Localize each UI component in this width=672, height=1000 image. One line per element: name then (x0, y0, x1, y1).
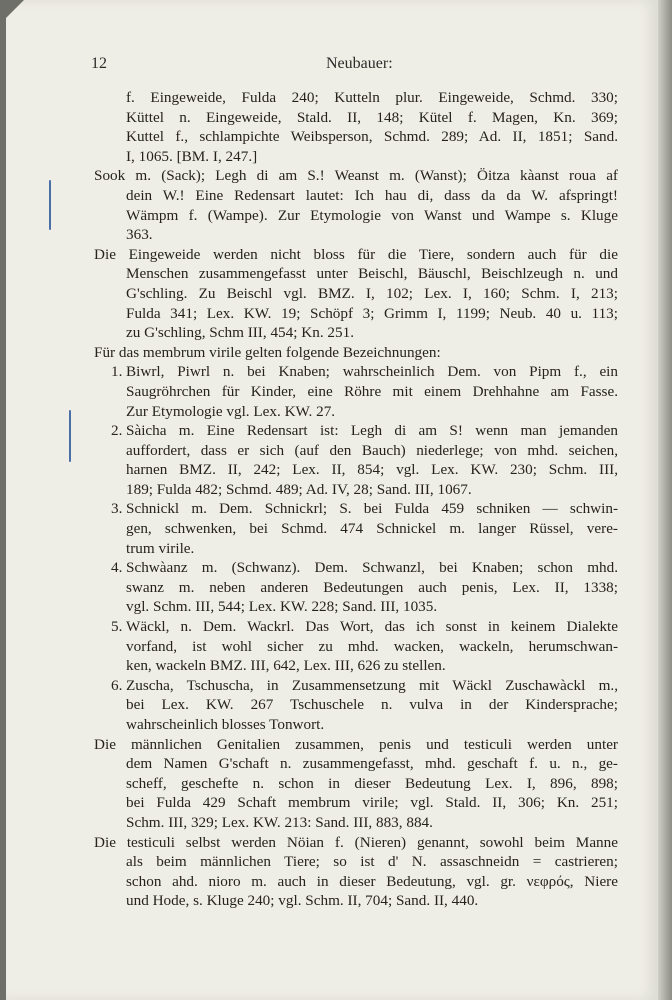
text-line (6, 715, 658, 735)
line-text: 189; Fulda 482; Schmd. 489; Ad. IV, 28; Sand. III, 1067. (126, 480, 472, 498)
line-text: Zur Etymologie vgl. Lex. KW. 27. (126, 402, 336, 420)
item-number: 1. (111, 363, 123, 381)
text-line (6, 617, 658, 637)
text-line (6, 284, 658, 304)
corner-fold (6, 0, 24, 18)
margin-pencil-mark (69, 410, 71, 462)
line-text: ken, wackeln BMZ. III, 642, Lex. III, 626 zu stellen. (126, 657, 446, 675)
line-text: Die männlichen Genitalien zusammen, penis und testiculi werden unter (94, 735, 618, 753)
item-number: 2. (111, 422, 123, 440)
line-text: Für das membrum virile gelten folgende Bezeichnungen: (94, 343, 441, 361)
text-line (6, 695, 658, 715)
line-text: scheff, geschefte n. schon in dieser Bedeutung Lex. I, 896, 898; (126, 774, 618, 792)
text-line (6, 558, 658, 578)
item-number: 4. (111, 559, 123, 577)
text-line (6, 225, 658, 245)
page-header (6, 55, 658, 77)
text-line (6, 108, 658, 128)
line-text: Kuttel f., schlampichte Weibsperson, Schmd. 289; Ad. II, 1851; Sand. (126, 128, 618, 146)
line-text: Schm. III, 329; Lex. KW. 213: Sand. III, 883, 884. (126, 813, 433, 831)
text-line (6, 774, 658, 794)
line-text: Fulda 341; Lex. KW. 19; Schöpf 3; Grimm I, 1199; Neub. 40 u. 113; (126, 304, 618, 322)
line-text: gen, schwenken, bei Schmd. 474 Schnickel m. langer Rüssel, vere- (126, 520, 618, 538)
text-line (6, 637, 658, 657)
text-line (6, 833, 658, 853)
text-line (6, 519, 658, 539)
text-line (6, 88, 658, 108)
text-line (6, 441, 658, 461)
line-text: harnen BMZ. II, 242; Lex. II, 854; vgl. Lex. KW. 230; Schm. III, (126, 461, 618, 479)
line-text: auffordert, dass er sich (auf den Bauch) niederlege; von mhd. seichen, (126, 441, 618, 459)
text-line (6, 656, 658, 676)
line-text: wahrscheinlich blosses Tonwort. (126, 716, 325, 733)
line-text: swanz m. neben anderen Bedeutungen auch penis, Lex. II, 1338; (126, 578, 618, 596)
line-text: als beim männlichen Tiere; so ist d' N. assaschneidn = castrieren; (126, 853, 618, 871)
line-text: G'schling. Zu Beischl vgl. BMZ. I, 102; Lex. I, 160; Schm. I, 213; (126, 284, 618, 302)
line-text: dein W.! Eine Redensart lautet: Ich hau di, dass da da W. afspringt! (126, 186, 618, 204)
book-page (6, 0, 658, 1000)
line-text: vgl. Schm. III, 544; Lex. KW. 228; Sand. III, 1035. (126, 598, 438, 616)
text-line (6, 264, 658, 284)
text-line (6, 793, 658, 813)
item-number: 3. (111, 500, 123, 518)
text-line (6, 891, 658, 911)
text-line (6, 186, 658, 206)
text-line (6, 676, 658, 696)
text-line (6, 578, 658, 598)
line-text: Sàicha m. Eine Redensart ist: Legh di am S! wenn man jemanden (126, 422, 618, 440)
text-line (6, 754, 658, 774)
line-text: zu G'schling, Schm III, 454; Kn. 251. (126, 324, 354, 342)
line-text: Die Eingeweide werden nicht bloss für die Tiere, sondern auch für die (94, 245, 618, 263)
text-line (6, 323, 658, 343)
line-text: Zuscha, Tschuscha, in Zusammensetzung mit Wäckl Zuschawàckl m., (126, 676, 618, 694)
margin-pencil-mark (49, 180, 51, 230)
text-line (6, 735, 658, 755)
text-line (6, 245, 658, 265)
text-line (6, 597, 658, 617)
line-text: Biwrl, Piwrl n. bei Knaben; wahrscheinlich Dem. von Pipm f., ein (126, 363, 618, 381)
text-line (6, 402, 658, 422)
text-line (6, 813, 658, 833)
text-line (6, 206, 658, 226)
line-text: Die testiculi selbst werden Nöian f. (Nieren) genannt, sowohl beim Manne (94, 833, 618, 851)
body-text (6, 88, 658, 911)
text-line (6, 382, 658, 402)
text-line (6, 421, 658, 441)
line-text: bei Fulda 429 Schaft membrum virile; vgl. Stald. II, 306; Kn. 251; (126, 794, 618, 812)
line-text: und Hode, s. Kluge 240; vgl. Schm. II, 704; Sand. II, 440. (126, 892, 479, 910)
line-text: vorfand, ist wohl sicher zu mhd. wacken, wackeln, herumschwan- (126, 637, 618, 655)
text-line (6, 499, 658, 519)
text-line (6, 343, 658, 363)
text-line (6, 147, 658, 167)
line-text: schon ahd. nioro m. auch in dieser Bedeutung, vgl. gr. νεφρός, Niere (126, 872, 618, 890)
text-line (6, 480, 658, 500)
line-text: trum virile. (126, 539, 195, 557)
text-line (6, 166, 658, 186)
line-text: Saugröhrchen für Kinder, eine Röhre mit einem Drehhahne am Fasse. (126, 382, 618, 400)
item-number: 6. (111, 676, 123, 694)
line-text: Wämpm f. (Wampe). Zur Etymologie von Wanst und Wampe s. Kluge (126, 206, 618, 224)
line-text: Sook m. (Sack); Legh di am S.! Weanst m. (Wanst); Öitza kàanst roua af (94, 167, 618, 185)
page-edge (658, 0, 672, 1000)
text-line (6, 304, 658, 324)
line-text: I, 1065. [BM. I, 247.] (126, 147, 258, 165)
line-text: dem Namen G'schaft n. zusammengefasst, mhd. geschaft f. u. n., ge- (126, 755, 618, 773)
text-line (6, 460, 658, 480)
line-text: Wäckl, n. Dem. Wackrl. Das Wort, das ich sonst in keinem Dialekte (126, 618, 618, 636)
page-number: 12 (91, 55, 107, 72)
text-line (6, 872, 658, 892)
text-line (6, 127, 658, 147)
line-text: Küttel n. Eingeweide, Stald. II, 148; Kütel f. Magen, Kn. 369; (126, 108, 618, 126)
line-text: Schnickl m. Dem. Schnickrl; S. bei Fulda 459 schniken — schwin- (126, 500, 618, 518)
text-line (6, 539, 658, 559)
text-line (6, 362, 658, 382)
item-number: 5. (111, 618, 123, 636)
line-text: bei Lex. KW. 267 Tschuschele n. vulva in der Kindersprache; (126, 696, 618, 714)
line-text: Schwàanz m. (Schwanz). Dem. Schwanzl, bei Knaben; schon mhd. (126, 559, 618, 577)
text-line (6, 852, 658, 872)
line-text: 363. (126, 226, 153, 244)
running-title: Neubauer: (326, 55, 393, 72)
line-text: Menschen zusammengefasst unter Beischl, Bäuschl, Beischlzeugh n. und (126, 265, 618, 283)
line-text: f. Eingeweide, Fulda 240; Kutteln plur. Eingeweide, Schmd. 330; (126, 89, 618, 106)
